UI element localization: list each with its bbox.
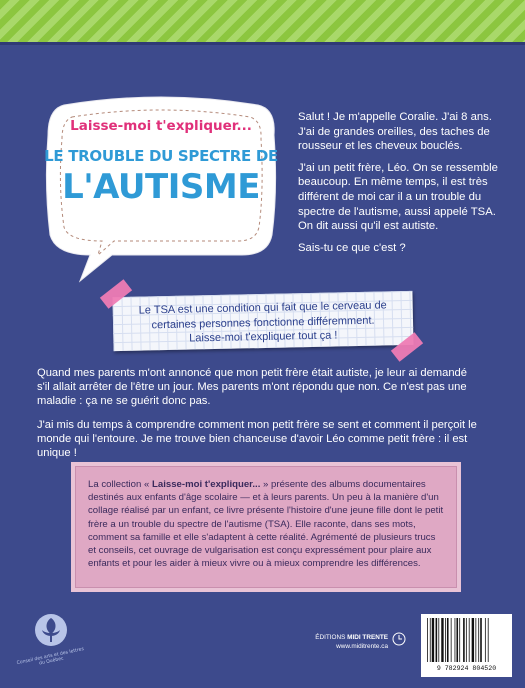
barcode-bar bbox=[485, 618, 486, 662]
publisher-info bbox=[302, 633, 388, 651]
publisher-brand: MIDI TRENTE bbox=[347, 634, 388, 641]
book-title-line-2: L'AUTISME bbox=[62, 167, 260, 207]
summary-prefix: La collection « bbox=[88, 479, 152, 490]
publisher-url: www.miditrente.ca bbox=[336, 643, 388, 650]
intro-text bbox=[298, 110, 510, 262]
summary-body: » présente des albums documentaires destinés aux enfants d'âge scolaire — et à leurs parents. Un peu à la manière d'un collage réalisé par un enfant, ce livre présente l'histoire d'une jeune fille dont le petit frère a un trouble du spectre de l'autisme (TSA). Elle raconte, dans ses mots, comment sa famille et elle s'adaptent à cette réalité. Agrémenté de plusieurs trucs et conseils, cet ouvrage de vulgarisation est conçu expressément pour plaire aux enfants et pour les aider à mieux vivre ou à mieux comprendre les différences. bbox=[88, 479, 444, 570]
barcode-bar bbox=[432, 618, 434, 662]
barcode-bar bbox=[478, 618, 479, 662]
story-paragraph-1: Quand mes parents m'ont annoncé que mon petit frère était autiste, je leur ai demandé s'il allait arrêter de l'être un jour. Mes parents m'ont répondu que non. Ce n'est pas une maladie : ça ne se guérit donc pas. bbox=[37, 367, 468, 408]
note-line-1: Le TSA est une condition qui fait que le cerveau de bbox=[138, 299, 387, 317]
note-text bbox=[113, 298, 414, 348]
header-band-edge bbox=[0, 42, 525, 45]
barcode-bar bbox=[488, 618, 489, 662]
series-title: Laisse-moi t'expliquer... bbox=[70, 118, 252, 134]
book-title-line-1: LE TROUBLE DU SPECTRE DE bbox=[44, 147, 278, 165]
barcode-bar bbox=[436, 618, 438, 662]
barcode-bar bbox=[480, 618, 482, 662]
barcode-bars bbox=[426, 618, 507, 664]
summary-text bbox=[88, 478, 446, 570]
collection-summary-box bbox=[75, 466, 457, 588]
barcode-bar bbox=[427, 618, 428, 662]
story-text bbox=[37, 366, 482, 469]
publisher-name bbox=[302, 633, 388, 642]
graph-paper-note bbox=[112, 291, 413, 351]
barcode-bar bbox=[451, 618, 452, 662]
story-paragraph-2: J'ai mis du temps à comprendre comment mon petit frère se sent et comment il perçoit le monde qui l'entoure. Je me trouve bien chanceuse d'avoir Léo comme petit frère : il est unique ! bbox=[37, 418, 477, 460]
intro-paragraph-2: J'ai un petit frère, Léo. On se ressemble beaucoup. En même temps, il est très différent de moi car il a un trouble du spectre de l'autisme, aussi appelé TSA. On dit aussi qu'il est autiste. bbox=[298, 161, 498, 233]
barcode-bar bbox=[469, 618, 470, 662]
isbn-barcode bbox=[421, 614, 512, 677]
barcode-bar bbox=[438, 618, 439, 662]
barcode-bar bbox=[455, 618, 456, 662]
barcode-bar bbox=[441, 618, 443, 662]
intro-paragraph-1: Salut ! Je m'appelle Coralie. J'ai 8 ans. J'ai de grandes oreilles, des taches de rousseur et les cheveux bouclés. bbox=[298, 111, 492, 153]
note-line-3: Laisse-moi t'expliquer tout ça ! bbox=[189, 329, 338, 345]
arts-council-caption: Conseil des arts et des lettres du Québec bbox=[16, 646, 85, 667]
barcode-bar bbox=[445, 618, 446, 662]
barcode-bar bbox=[430, 618, 431, 662]
barcode-bar bbox=[459, 618, 460, 662]
isbn-number: 9 782924 804520 bbox=[436, 665, 497, 672]
publisher-clock-icon bbox=[392, 632, 406, 646]
barcode-bar bbox=[472, 618, 474, 662]
barcode-bar bbox=[447, 618, 449, 662]
publisher-label: ÉDITIONS bbox=[315, 634, 348, 641]
note-line-2: certaines personnes fonctionne différemment. bbox=[151, 314, 375, 331]
barcode-bar bbox=[463, 618, 465, 662]
title-speech-bubble bbox=[42, 95, 280, 285]
intro-paragraph-3: Sais-tu ce que c'est ? bbox=[298, 241, 406, 254]
striped-header-band bbox=[0, 0, 525, 42]
barcode-bar bbox=[466, 618, 467, 662]
barcode-bar bbox=[456, 618, 458, 662]
summary-collection-name: Laisse-moi t'expliquer... bbox=[152, 479, 261, 490]
barcode-bar bbox=[475, 618, 476, 662]
